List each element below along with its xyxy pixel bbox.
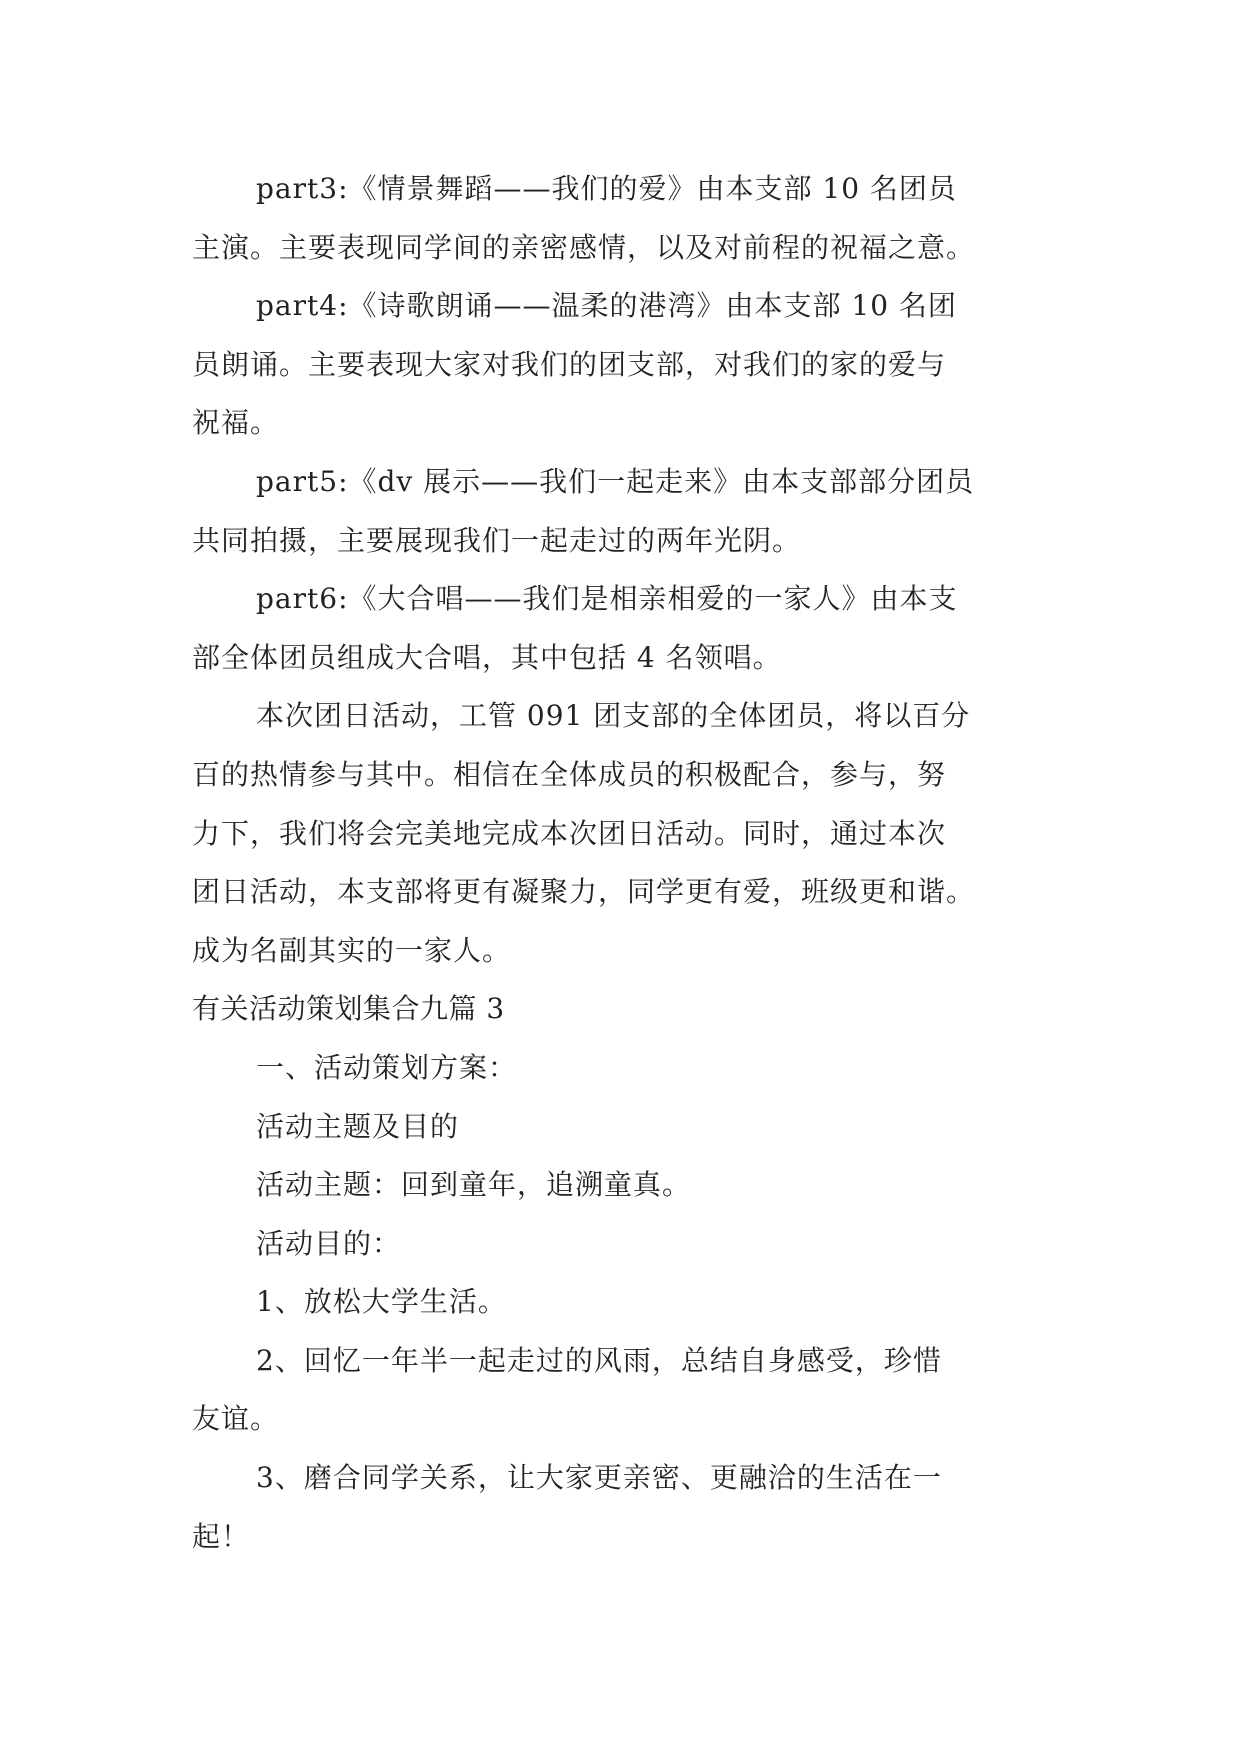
paragraph-line: 活动主题及目的 — [256, 1109, 460, 1143]
paragraph — [192, 1273, 1060, 1332]
paragraph-line: 共同拍摄，主要展现我们一起走过的两年光阴。 — [192, 523, 802, 557]
paragraph — [192, 1332, 1060, 1449]
paragraph-line: part3:《情景舞蹈——我们的爱》由本支部 10 名团员 — [256, 172, 957, 205]
paragraph — [192, 277, 1060, 453]
paragraph-line: part4:《诗歌朗诵——温柔的港湾》由本支部 10 名团 — [256, 289, 957, 323]
paragraph — [192, 1449, 1060, 1566]
paragraph-line: part6:《大合唱——我们是相亲相爱的一家人》由本支 — [256, 582, 958, 616]
paragraph-line: 活动目的： — [256, 1226, 402, 1260]
paragraph-line: part5:《dv 展示——我们一起走来》由本支部部分团员 — [256, 464, 975, 498]
paragraph-line: 2、回忆一年半一起走过的风雨，总结自身感受，珍惜 — [256, 1343, 942, 1377]
paragraph-line: 活动主题：回到童年，追溯童真。 — [256, 1168, 692, 1202]
document-body — [192, 160, 1060, 1566]
paragraph — [192, 687, 1060, 980]
paragraph-line: 祝福。 — [192, 406, 280, 440]
paragraph-line: 团日活动，本支部将更有凝聚力，同学更有爱，班级更和谐。 — [192, 875, 976, 909]
paragraph-line: 友谊。 — [192, 1402, 280, 1436]
paragraph — [192, 1098, 1060, 1157]
paragraph — [192, 1215, 1060, 1274]
paragraph-line: 主演。主要表现同学间的亲密感情，以及对前程的祝福之意。 — [192, 230, 976, 264]
paragraph-line: 3、磨合同学关系，让大家更亲密、更融洽的生活在一 — [256, 1461, 942, 1495]
paragraph-line: 一、活动策划方案： — [256, 1050, 518, 1084]
paragraph-line: 1、放松大学生活。 — [256, 1285, 507, 1319]
paragraph — [192, 453, 1060, 570]
paragraph-line: 员朗诵。主要表现大家对我们的团支部，对我们的家的爱与 — [192, 347, 947, 381]
paragraph-line: 部全体团员组成大合唱，其中包括 4 名领唱。 — [192, 640, 782, 674]
paragraph-line: 百的热情参与其中。相信在全体成员的积极配合，参与，努 — [192, 757, 947, 791]
paragraph-line: 本次团日活动，工管 091 团支部的全体团员，将以百分 — [256, 699, 971, 733]
paragraph — [192, 160, 1060, 277]
section-heading — [192, 980, 1060, 1039]
paragraph-line: 力下，我们将会完美地完成本次团日活动。同时，通过本次 — [192, 816, 947, 850]
paragraph — [192, 1039, 1060, 1098]
paragraph — [192, 570, 1060, 687]
paragraph — [192, 1156, 1060, 1215]
paragraph-line: 成为名副其实的一家人。 — [192, 933, 512, 967]
heading-text: 有关活动策划集合九篇 3 — [192, 992, 505, 1026]
paragraph-line: 起！ — [192, 1519, 251, 1553]
